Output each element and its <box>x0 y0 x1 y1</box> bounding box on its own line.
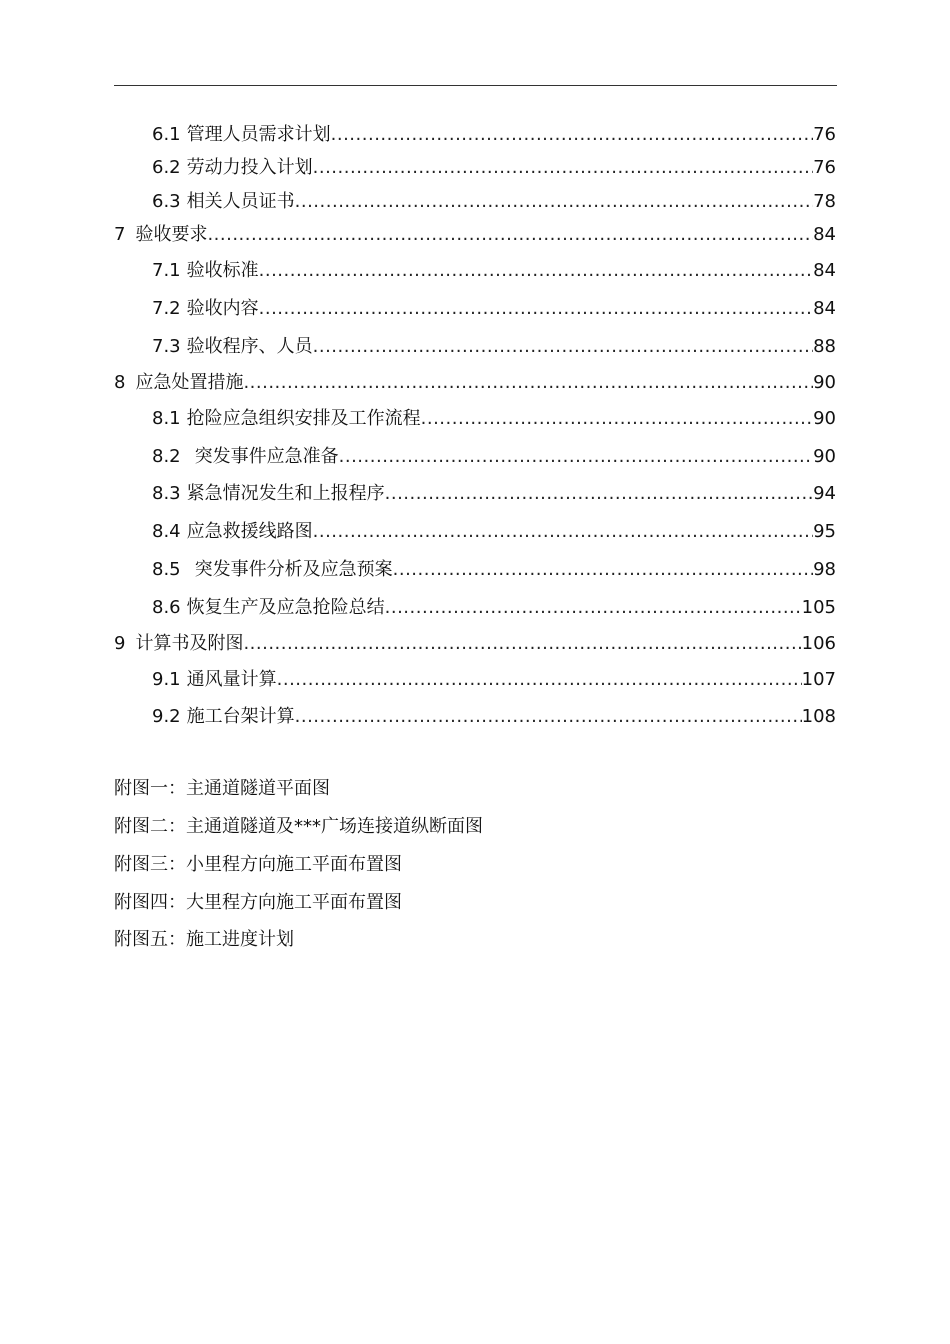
toc-entry[interactable] <box>152 558 836 582</box>
toc-entry[interactable] <box>152 668 836 692</box>
toc-number: 9.2 <box>152 706 181 727</box>
toc-entry[interactable] <box>152 123 836 147</box>
toc-number: 8.4 <box>152 521 181 542</box>
toc-leader <box>385 482 813 506</box>
toc-leader <box>259 259 813 283</box>
toc-entry[interactable] <box>152 297 836 321</box>
toc-title: 劳动力投入计划 <box>186 157 313 178</box>
toc-title: 突发事件分析及应急预案 <box>194 559 393 580</box>
toc-title: 相关人员证书 <box>186 191 295 212</box>
toc-title: 突发事件应急准备 <box>194 446 339 467</box>
toc-entry[interactable] <box>152 705 836 729</box>
toc-entry[interactable] <box>152 335 836 359</box>
toc-number: 6.2 <box>152 157 181 178</box>
toc-title: 验收要求 <box>135 224 208 245</box>
toc-entry[interactable] <box>114 632 836 656</box>
toc-number: 9 <box>114 633 126 654</box>
toc-number: 9.1 <box>152 669 181 690</box>
toc-title: 应急救援线路图 <box>186 521 313 542</box>
toc-number: 7.1 <box>152 260 181 281</box>
toc-number: 7.3 <box>152 336 181 357</box>
header-rule <box>114 85 837 86</box>
appendix-item: 附图五：施工进度计划 <box>114 929 294 950</box>
toc-number: 8.5 <box>152 559 181 580</box>
toc-entry[interactable] <box>152 156 836 180</box>
toc-leader <box>243 371 813 395</box>
appendix-item: 附图四：大里程方向施工平面布置图 <box>114 892 402 913</box>
toc-page-number: 108 <box>801 706 836 727</box>
toc-leader <box>385 596 802 620</box>
toc-entry[interactable] <box>114 223 836 247</box>
appendix-item: 附图二：主通道隧道及***广场连接道纵断面图 <box>114 816 483 837</box>
toc-page-number: 90 <box>813 408 836 429</box>
toc-number: 8 <box>114 372 126 393</box>
appendix-item: 附图一：主通道隧道平面图 <box>114 778 330 799</box>
toc-title: 计算书及附图 <box>135 633 244 654</box>
toc-title: 施工台架计算 <box>186 706 295 727</box>
toc-leader <box>421 407 813 431</box>
toc-page-number: 105 <box>801 597 836 618</box>
toc-page-number: 90 <box>813 372 836 393</box>
toc-page-number: 78 <box>813 191 836 212</box>
toc-entry[interactable] <box>152 259 836 283</box>
toc-number: 8.3 <box>152 483 181 504</box>
toc-leader <box>243 632 801 656</box>
toc-number: 7 <box>114 224 126 245</box>
toc-leader <box>295 705 802 729</box>
toc-page-number: 98 <box>813 559 836 580</box>
toc-page-number: 76 <box>813 124 836 145</box>
toc-title: 验收标准 <box>186 260 259 281</box>
toc-number: 6.1 <box>152 124 181 145</box>
toc-leader <box>313 335 813 359</box>
toc-entry[interactable] <box>114 371 836 395</box>
toc-title: 验收内容 <box>186 298 259 319</box>
appendix-item: 附图三：小里程方向施工平面布置图 <box>114 854 402 875</box>
toc-entry[interactable] <box>152 407 836 431</box>
toc-page-number: 76 <box>813 157 836 178</box>
toc-title: 恢复生产及应急抢险总结 <box>186 597 385 618</box>
toc-page-number: 95 <box>813 521 836 542</box>
toc-leader <box>207 223 813 247</box>
toc-page-number: 107 <box>801 669 836 690</box>
toc-number: 8.2 <box>152 446 181 467</box>
toc-leader <box>313 520 813 544</box>
toc-entry[interactable] <box>152 520 836 544</box>
toc-leader <box>393 558 813 582</box>
toc-leader <box>277 668 802 692</box>
toc-entry[interactable] <box>152 596 836 620</box>
toc-leader <box>313 156 813 180</box>
toc-page-number: 88 <box>813 336 836 357</box>
toc-title: 应急处置措施 <box>135 372 244 393</box>
toc-leader <box>339 445 813 469</box>
toc-entry[interactable] <box>152 482 836 506</box>
toc-title: 紧急情况发生和上报程序 <box>186 483 385 504</box>
toc-entry[interactable] <box>152 190 836 214</box>
toc-title: 验收程序、人员 <box>186 336 313 357</box>
toc-number: 8.1 <box>152 408 181 429</box>
toc-title: 管理人员需求计划 <box>186 124 331 145</box>
toc-number: 7.2 <box>152 298 181 319</box>
toc-leader <box>259 297 813 321</box>
toc-page-number: 84 <box>813 298 836 319</box>
toc-leader <box>331 123 813 147</box>
toc-page-number: 84 <box>813 260 836 281</box>
toc-number: 8.6 <box>152 597 181 618</box>
toc-page-number: 90 <box>813 446 836 467</box>
toc-page-number: 94 <box>813 483 836 504</box>
toc-entry[interactable] <box>152 445 836 469</box>
toc-page-number: 84 <box>813 224 836 245</box>
toc-leader <box>295 190 813 214</box>
toc-title: 通风量计算 <box>186 669 277 690</box>
toc-title: 抢险应急组织安排及工作流程 <box>186 408 421 429</box>
toc-number: 6.3 <box>152 191 181 212</box>
toc-page-number: 106 <box>801 633 836 654</box>
